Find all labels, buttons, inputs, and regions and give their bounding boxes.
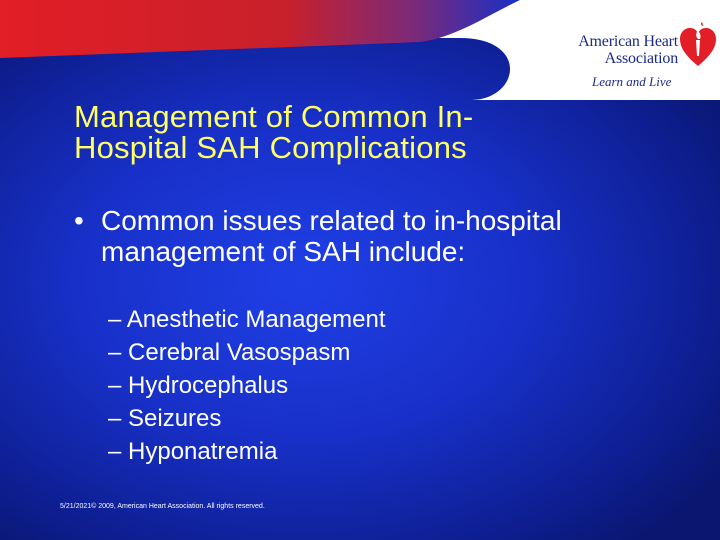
sub-bullet-item: – Seizures: [108, 405, 222, 432]
page-title: [74, 101, 634, 163]
title-line1: Management of Common In-: [74, 99, 474, 134]
logo-tagline: Learn and Live: [592, 74, 672, 89]
sub-bullet-item: – Anesthetic Management: [108, 306, 386, 333]
logo-name-line1: American Heart: [578, 33, 678, 50]
logo-name: [558, 33, 678, 67]
sub-bullet-item: – Cerebral Vasospasm: [108, 339, 351, 366]
footer-copyright: 5/21/2021© 2009, American Heart Association. All rights reserved.: [60, 503, 265, 510]
heart-torch-icon: [678, 20, 718, 68]
sub-bullet-list: [108, 303, 386, 468]
sub-bullet-item: – Hyponatremia: [108, 438, 278, 465]
bullet-mark: •: [74, 205, 84, 236]
bullet-text: Common issues related to in-hospital management of SAH include:: [101, 205, 562, 267]
header-red-swoosh: [0, 0, 520, 58]
logo-name-line2: Association: [604, 50, 678, 67]
aha-logo: [550, 20, 720, 95]
title-line2: Hospital SAH Complications: [74, 130, 467, 165]
sub-bullet-item: – Hydrocephalus: [108, 372, 289, 399]
main-bullet: [74, 205, 621, 267]
